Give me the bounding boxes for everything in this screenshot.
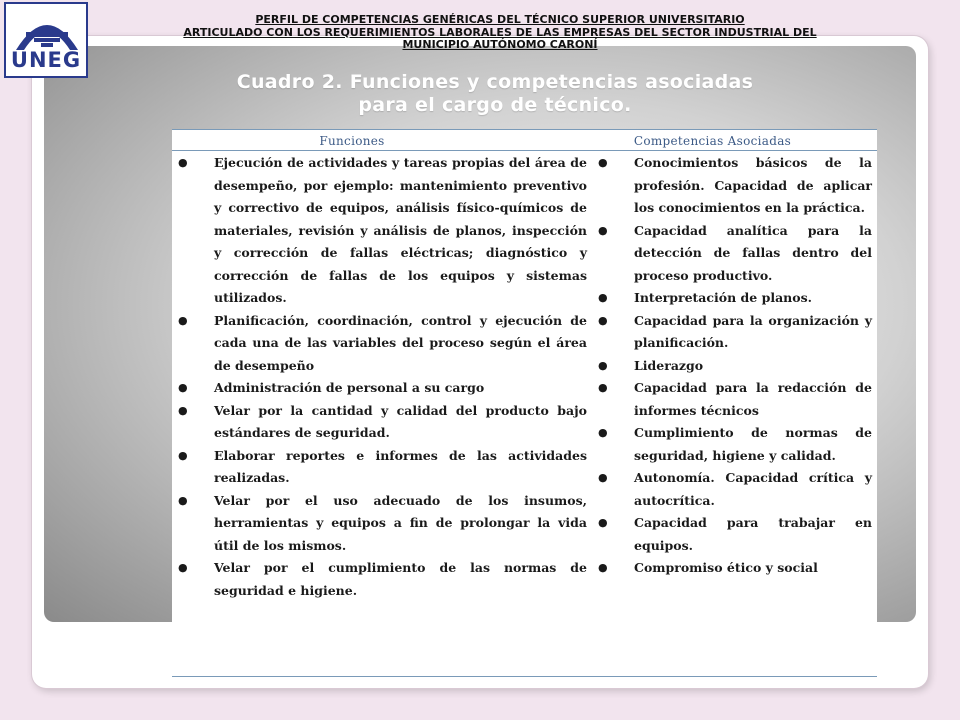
funciones-list bbox=[172, 152, 587, 602]
uneg-logo bbox=[4, 2, 88, 78]
bullet-dot-icon: ● bbox=[178, 156, 188, 169]
bullet-dot-icon: ● bbox=[178, 381, 188, 394]
list-item: ● Planificación, coordinación, control y ejecución de cada una de las variables del proceso según el área de desempeño bbox=[172, 310, 587, 378]
bullet-dot-icon: ● bbox=[598, 471, 608, 484]
uneg-arch-logo-icon bbox=[12, 6, 82, 54]
list-item: ● Interpretación de planos. bbox=[597, 287, 872, 310]
title-line-2: para el cargo de técnico. bbox=[358, 94, 632, 116]
bullet-dot-icon: ● bbox=[178, 493, 188, 507]
logo-text: UNEG bbox=[10, 48, 82, 72]
bullet-dot-icon: ● bbox=[178, 448, 188, 462]
competencias-list bbox=[597, 152, 872, 580]
header-divider bbox=[172, 150, 877, 151]
list-item: ● Liderazgo bbox=[597, 355, 872, 378]
list-item: ● Administración de personal a su cargo bbox=[172, 377, 587, 400]
list-item: ● Ejecución de actividades y tareas propias del área de desempeño, por ejemplo: mantenimiento preventivo y correctivo de equipos, análisis físico-químicos de materiales, revisión y análisis de planos, inspección y corrección de fallas eléctricas; diagnóstico y corrección de fallas de los equipos y sistemas utilizados. bbox=[172, 152, 587, 310]
list-item: ● Cumplimiento de normas de seguridad, higiene y calidad. bbox=[597, 422, 872, 467]
list-item: ● Velar por la cantidad y calidad del producto bajo estándares de seguridad. bbox=[172, 400, 587, 445]
bullet-dot-icon: ● bbox=[598, 313, 608, 327]
list-item: ● Capacidad para la organización y planificación. bbox=[597, 310, 872, 355]
bullet-dot-icon: ● bbox=[598, 156, 608, 169]
functions-competencies-table bbox=[172, 129, 877, 677]
bullet-dot-icon: ● bbox=[598, 381, 608, 394]
list-item: ● Velar por el cumplimiento de las normas de seguridad e higiene. bbox=[172, 557, 587, 602]
slide-title bbox=[150, 71, 840, 117]
document-header bbox=[120, 14, 880, 52]
bullet-dot-icon: ● bbox=[178, 561, 188, 574]
list-item: ● Velar por el uso adecuado de los insumos, herramientas y equipos a fin de prolongar la vida útil de los mismos. bbox=[172, 490, 587, 558]
list-item: ● Capacidad para trabajar en equipos. bbox=[597, 512, 872, 557]
bullet-dot-icon: ● bbox=[598, 358, 608, 372]
bullet-dot-icon: ● bbox=[178, 403, 188, 417]
bullet-dot-icon: ● bbox=[598, 516, 608, 529]
column-header-funciones: Funciones bbox=[319, 134, 385, 148]
title-line-1: Cuadro 2. Funciones y competencias asociadas bbox=[236, 71, 754, 93]
list-item: ● Capacidad para la redacción de informes técnicos bbox=[597, 377, 872, 422]
header-line-2: ARTICULADO CON LOS REQUERIMIENTOS LABORALES DE LAS EMPRESAS DEL SECTOR INDUSTRIAL DEL bbox=[183, 25, 817, 39]
list-item: ● Conocimientos básicos de la profesión. Capacidad de aplicar los conocimientos en la práctica. bbox=[597, 152, 872, 220]
column-header-competencias: Competencias Asociadas bbox=[633, 134, 792, 148]
list-item: ● Compromiso ético y social bbox=[597, 557, 872, 580]
bullet-dot-icon: ● bbox=[598, 561, 608, 574]
header-line-3: MUNICIPIO AUTÓNOMO CARONÍ bbox=[402, 38, 598, 51]
header-line-1: PERFIL DE COMPETENCIAS GENÉRICAS DEL TÉCNICO SUPERIOR UNIVERSITARIO bbox=[255, 13, 745, 26]
list-item: ● Capacidad analítica para la detección de fallas dentro del proceso productivo. bbox=[597, 220, 872, 288]
list-item: ● Elaborar reportes e informes de las actividades realizadas. bbox=[172, 445, 587, 490]
bullet-dot-icon: ● bbox=[598, 291, 608, 304]
bullet-dot-icon: ● bbox=[598, 223, 608, 237]
list-item: ● Autonomía. Capacidad crítica y autocrítica. bbox=[597, 467, 872, 512]
bullet-dot-icon: ● bbox=[598, 426, 608, 439]
bullet-dot-icon: ● bbox=[178, 313, 188, 327]
